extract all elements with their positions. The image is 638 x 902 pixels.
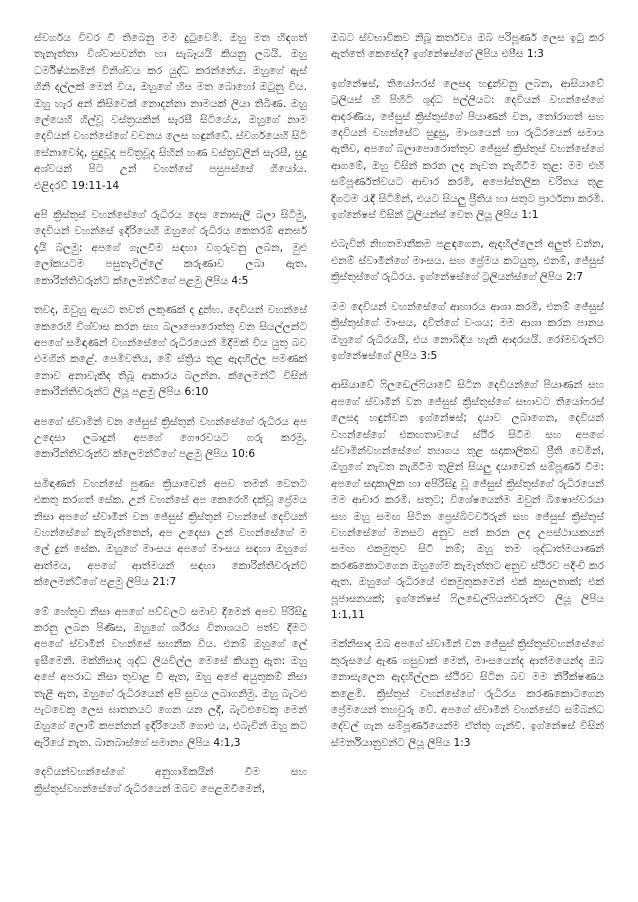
paragraph-text: තවද, ඔවුහු ඇයට තවත් ලකුණක් ද දුන්හ. දෙවියන් වහන්සේ කෙරෙහි විශ්වාස කරන සහ බලාපොරොත්තු වන සියල්ලන්ට අපගේ සමිඳාණන් වහන්සේගේ රුධිරයෙන් මිදීමක් විය යුතු බව එමගින් කළේ. පෙමිවතිය, මේ ස්ත්‍රිය තුළ ඇදහිල්ල පමණක් නොව අනාවැකිද තිබූ ආකාරය බලන්න. ක්ලෙමන්ට් විසින් කොරින්තිවරුන්ට ලියූ පළමු ලිපිය [34,304,307,399]
paragraph-text: එබැවින් නිහතමානීකම පළඳගෙන, ඇදහිල්ලෙන් අලුත් වන්න, එනම් ස්වාමීන්ගේ මාංසය. සහ ප්‍රේමය කටයුතු, එනම්, ජේසුස් ක්‍රිස්තුස්ගේ රුධිරය. ඉග්නේෂස්ගේ ට්‍රලියන්ස්ගේ ලිපිය [331,238,604,284]
right-column [331,30,604,886]
paragraph-text: මේ හේතුව නිසා අපගේ පව්වලට සමාව දීමෙන් අපව පිරිසිදු කරනු ලබන පිණිස, ඔහුගේ ශරීරය විනාශයට පත්ව දීමට අපගේ ස්වාමීන් වහන්සේ සහනීක විය. එනම් ඔහුගේ ලේ ඉසීමෙනි. මක්නිසාද ශුද්ධ ලියවිල්ල මෙසේ කියනු ඇත: ඔහු අපේ අපරාධ නිසා තුවාළ වී ඇත, ඔහු අපේ අයුතුකම් නිසා තැළී ඇත, ඔහුගේ රුධිරයෙන් අපි සුවය ලබාගනිමු. ඔහු බැටළු පැටවෙකු ලෙස ඝාතනයට ගෙන යන ලදී, බැටළුවෙකු මෙන් ඔහුගේ ලොම් කපන්නන් ඉදිරියෙහි ගොළු ය, එබැවින් ඔහු කට ඇරියේ නැත. බානබාස්ගේ සමාන්‍ය ලිපිය [34,605,307,749]
citation: 10:6 [231,448,256,461]
paragraph-text: දෙවියන්වහන්සේගේ අනුගාමිකයින් වීම සහ ක්‍රිස්තුස්වහන්සේගේ රුධිරයෙන් ඔබව පෙළඹවීමෙන්, [34,766,307,795]
paragraph [34,30,307,194]
paragraph [331,236,604,285]
paragraph [331,636,604,751]
citation: 6:10 [184,386,209,399]
left-column [34,30,307,886]
paragraph-text: ඔබට ස්වභාවිකව නිබූ කර්තව්‍ය ඔබ පරිපූර්ණ ලෙස ඉටු කර ඇත්තේ කෙසේද? ඉග්නේෂස්ගේ ලිපිය එපීස [331,32,604,61]
citation: 4:1,3 [213,736,241,749]
paragraph-text: ආසියාවේ ෆිලඩෙල්ෆියාවේ සිටින දෙවියන්ගේ පියාණන් සහ අපගේ ස්වාමීන් වන ජේසුස් ක්‍රිස්තුස්ගේ සභාවට තියෝෆරස් ලෙසද හඳුන්වන ඉග්නේෂස්; දයාව ලබාගෙන, දෙවියන් වහන්සේගේ එකඟතාවයේ ස්ථිර සිටීම සහ අපගේ ස්වාමින්වහන්සේගේ ත්‍යාගය තුළ සදාකාලිකව ප්‍රීති වෙමින්, ඔහුගේ නැවත නැගිටීම තුළින් සියලු දයාවෙන් සම්පූර්ණ වීම: අපගේ සදාකාලික හා අපිරිසිදු වූ ජේසුස් ක්‍රිස්තුස්ගේ රුධිරයෙන් මම ආචාර කරමි. සතුට; විශේෂයෙන්ම ඔවුන් බිෂොප්වරයා සහ ඔහු සමඟ සිටින ප්‍රෙස්බිටර්වරුන් සහ ජේසුස් ක්‍රිස්තුස් වහන්සේගේ මනසට අනුව පත් කරන ලද උපස්ථායකයන් සමඟ එකමුතුව සිටී නම්; ඔහු තම ශුද්ධාත්මයාණන් කරණකොටගෙන ඔහුගේම කැමැත්තට අනුව ස්ථිරව පදිංචි කර ඇත. ඔහුගේ රුධිරයේ එකමුතුකමෙන් එක් කුසලතාක්; එක් පූජාසනයක්; ඉග්නේෂස් ෆිලඩෙල්ෆියන්වරුන්ට ලියූ ලිපිය [331,379,604,605]
citation: 1:1,11 [331,609,365,621]
paragraph-text: අපගේ ස්වාමින් වන ජේසුස් ක්‍රිස්තුන් වහන්සේගේ රුධිරය අප උදෙසා ලබාදුන් අපගේ ගෞරවයට ගරු කරමු. කොරින්තිවරුන්ට ක්ලෙමන්ට්ගේ පළමු ලිපිය [34,415,307,461]
paragraph [34,764,307,797]
paragraph [331,76,604,224]
paragraph [34,207,307,289]
paragraph-text: ස්වර්ගය විවර වී තිබෙනු මම දුටුවෙමි. ඔහු මත හිඳගත් තැනැත්තා විශ්වාසවන්ත හා සැබෑයයි කියනු ලබයි. ඔහු ධර්මිෂ්ඨකමින් විනිශ්චය කර යුද්ධ කරන්නේය. ඔහුගේ ඇස් ගිනි දල්ලක් මෙන් විය, ඔහුගේ හිස මත බොහෝ ඔටුනු විය. ඔහු හැර අන් කිසිවෙක් නොදන්නා නාමයක් ලියා තිබිණ. ඔහු ලේයෙහි ගිල්වූ වස්ත්‍රයකින් සැරසී සිටියේය, ඔහුගේ නාම දෙවියන් වහන්සේගේ වචනය ලෙස හඳුන්වේ. ස්වර්ගයෙහි සිටි සේනාවෝද, සුදුවූද පවිත්‍රවූද සිහින් හණ වස්ත්‍රවලින් සැරසී, සුදු අශ්වයන් පිට උන් වහන්සේ පසුපස්සේ ගියෝය. [34,32,307,176]
paragraph [34,414,307,463]
paragraph-text: අපි ක්‍රිස්තුස් වහන්සේගේ රුධිරය දෙස නොසැලී බලා සිටිමු, දෙවියන් වහන්සේ ඉදිරියෙහි ඔහුගේ රුධිරය කෙතරම් අනර්ඝ දැයි බලමු: අපගේ ගැලවීම සඳහා වගුරුවනු ලබන, මුළු ලෝකයටම පසුතැවිල්ලේ කරුණාව ලබා ඇත. කොරින්තිවරුන්ට ක්ලෙමන්ට්ගේ පළමු ලිපිය [34,209,307,287]
paragraph [331,377,604,623]
paragraph [34,604,307,752]
paragraph-text: ඉග්නේෂස්, තියෝෆරස් ලෙසද හඳුන්වනු ලබන, ආසියාවේ ට්‍රලියස් හි පිහිටි ශුද්ධ පල්ලියට: දෙවියන් වහන්සේගේ ආදරණීය, ජේසුස් ක්‍රිස්තුස්ගේ පියාණන් වන, තෝරාගත් සහ දෙවියන් වහන්සේට සුදුසු, මාංශයෙන් හා රුධිරයෙන් සමාය ඇතිව, අපගේ බලාපොරොත්තුව ජේසුස් ක්‍රිස්තුස් වහන්සේගේ ආගමේ, ඔහු විසින් කරන ලද නැවත නැගිටීම තුළ: මම එහි සම්පූර්ණත්වයට ආචාර කරමි, අපෝස්තලික චරිතය තුළ දිගටම රැඳී සිටිමින්, එයට සියලු ප්‍රීතිය හා සතුට ප්‍රාර්ථනා කරමි. ඉග්නේෂස් විසින් ට්‍රලියන්ස් වෙත ලියූ ලිපිය [331,77,604,222]
citation: 3:5 [420,349,438,362]
citation: 1:3 [526,48,544,61]
paragraph-text: සමිඳාණන් වහන්සේ පුණ්‍ය ක්‍රියාවෙන් අපව තමන් වෙතට එකතු කරගත් සේක. උන් වහන්සේ අප කෙරෙහි දක්වූ ප්‍රේමය නිසා අපගේ ස්වාමීන් වන ජේසුස් ක්‍රිස්තුන් වහන්සේ දෙවියන් වහන්සේගේ කැමැත්තෙන්, අප උදෙසා උන් වහන්සේගේ ම ලේ දුන් සේක. ඔහුගේ මාංසය අපගේ මාංසය සඳහා ඔහුගේ ආත්මය, අපගේ ආත්මයන් සඳහා කොරින්තිවරුන්ට ක්ලෙමන්ට්ගේ පළමු ලිපිය [34,477,307,589]
citation: 1:1 [521,209,539,222]
citation: 21:7 [152,576,177,589]
paragraph [34,476,307,591]
paragraph [331,299,604,365]
paragraph [34,302,307,400]
citation: එළිදරව් 19:11-14 [34,179,120,192]
paragraph-text: මම දෙවියන් වහන්සේගේ ආහාරය ආශා කරමි, එනම් ජේසුස් ක්‍රිස්තුස්ගේ මාංසය, දාවිත්ගේ වංශය; මම ආශා කරන පානය ඔහුගේ රුධිරයයි, එය නොබිඳිය හැකි ආදරයයි. රෝමවරුන්ට ඉග්නේෂස්ගේ ලිපිය [331,300,604,362]
citation: 2:7 [565,271,584,284]
paragraph-text: මක්නිසාද ඔබ අපගේ ස්වාමීන් වන ජේසුස් ක්‍රිස්තුස්වහන්සේගේ කුරුසයේ ඇණ ගසුවාක් මෙන්, මාංසයෙන්ද ආත්මයෙන්ද ඔබ නොසැලෙන ඇදහිල්ලක ස්ථිරව සිටින බව මම නිරීක්ෂණය කළෙමි. ක්‍රිස්තුස් වහන්සේගේ රුධිරය කරණකොටගෙන ප්‍රේමයෙන් තහවුරු වේ. අපගේ ස්වාමීන් වහන්සේට සම්බන්ධ දේවල් ගැන සම්පූර්ණයෙන්ම ඒත්තු ගැන්වී. ඉග්නේෂස් විසින් ස්මර්නියානුවන්ට ලියූ ලිපිය [331,638,604,749]
paragraph [331,30,604,63]
citation: 1:3 [453,736,471,749]
citation: 4:5 [231,274,249,287]
